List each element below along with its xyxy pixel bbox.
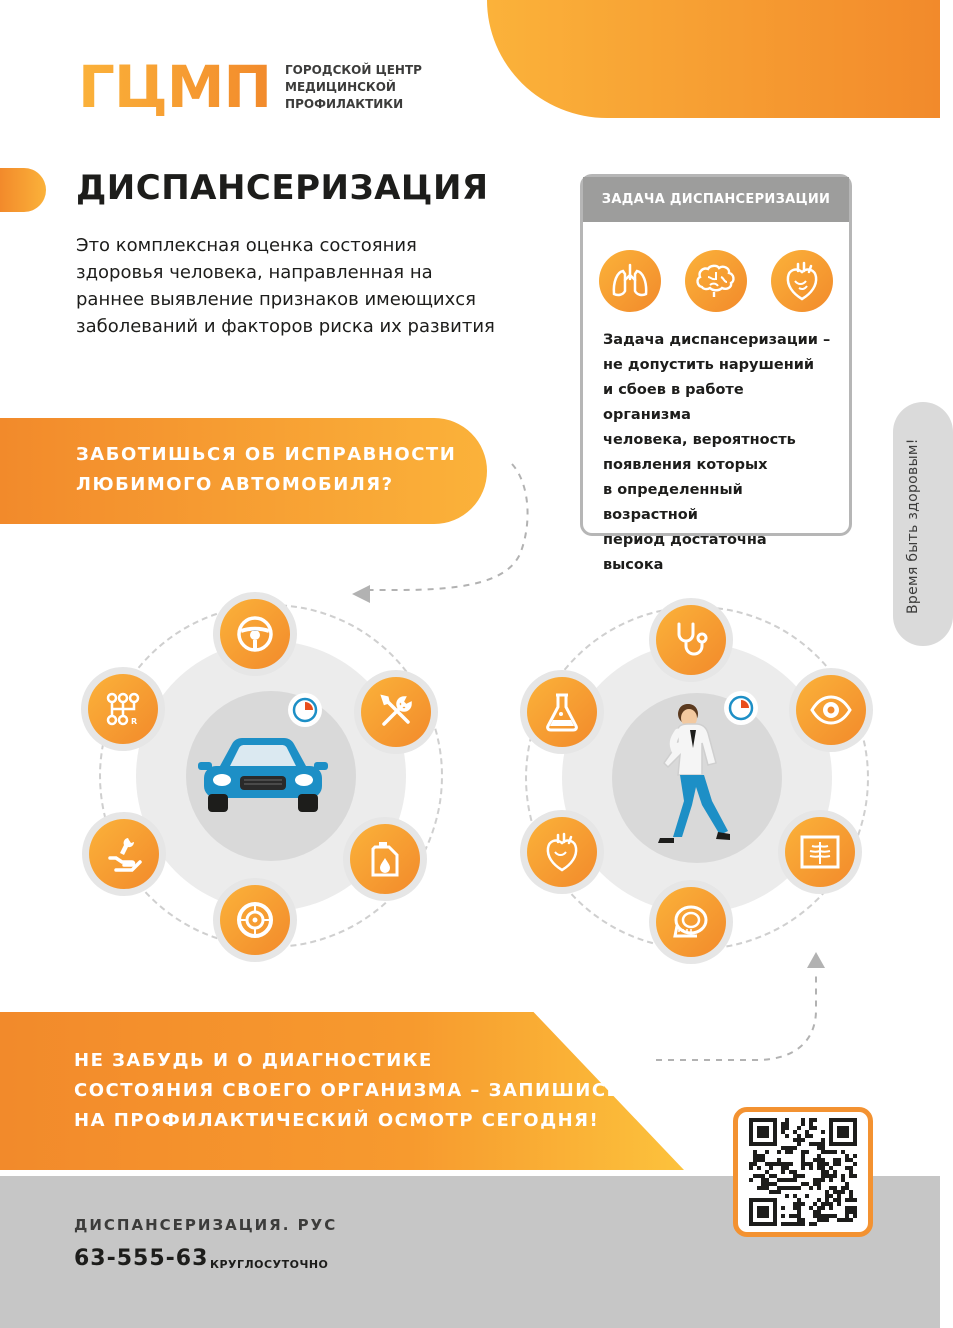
body-node-stethoscope: [649, 598, 733, 682]
logo: [78, 53, 435, 121]
logo-line-3: ПРОФИЛАКТИКИ: [285, 96, 404, 111]
logo-line-2: МЕДИЦИНСКОЙ: [285, 79, 396, 94]
tape-measure-icon: [671, 902, 711, 942]
cta-line-2: СОСТОЯНИЯ СВОЕГО ОРГАНИЗМА – ЗАПИШИСЬ: [74, 1080, 622, 1101]
car-node-steering: [213, 592, 297, 676]
body-node-flask: [520, 670, 604, 754]
side-tab: [893, 402, 953, 646]
car-banner: [0, 418, 487, 524]
brain-icon: [685, 250, 747, 312]
steering-wheel-icon: [235, 614, 275, 654]
heart-icon: [771, 250, 833, 312]
flask-icon: [544, 692, 580, 732]
qr-code[interactable]: [733, 1107, 873, 1237]
cta-text: [74, 1046, 622, 1136]
phone-number[interactable]: 63-555-63: [74, 1246, 209, 1271]
qr-code-icon: [749, 1118, 857, 1226]
side-label: Время быть здоровым!: [905, 438, 921, 614]
car-node-hand: [82, 812, 166, 896]
body-node-tape: [649, 880, 733, 964]
xray-chest-icon: [799, 834, 841, 870]
heart-anatomy-icon: [543, 832, 581, 872]
oil-canister-icon: [367, 839, 403, 879]
cta-line-3: НА ПРОФИЛАКТИЧЕСКИЙ ОСМОТР СЕГОДНЯ!: [74, 1110, 600, 1131]
logo-line-1: ГОРОДСКОЙ ЦЕНТР: [285, 62, 422, 77]
eye-icon: [810, 695, 852, 725]
clock-icon: [288, 693, 322, 727]
logo-caption: [285, 62, 435, 113]
corner-decoration: [487, 0, 940, 118]
car-banner-line-2: ЛЮБИМОГО АВТОМОБИЛЯ?: [76, 474, 394, 495]
body-node-xray: [778, 810, 862, 894]
lungs-icon: [599, 250, 661, 312]
body-node-heart: [520, 810, 604, 894]
task-line: период достаточна высока: [603, 532, 767, 573]
car-node-gearbox: [81, 667, 165, 751]
car-node-tools: [354, 670, 438, 754]
wrench-screwdriver-icon: [376, 692, 416, 732]
title-accent: [0, 168, 46, 212]
phone-note: КРУГЛОСУТОЧНО: [210, 1258, 329, 1271]
page-title: ДИСПАНСЕРИЗАЦИЯ: [76, 168, 489, 208]
intro-text: Это комплексная оценка состояния здоровья человека, направленная на раннее выявление признаков имеющихся заболеваний и факторов риска их развития: [76, 235, 495, 337]
car-banner-line-1: ЗАБОТИШЬСЯ ОБ ИСПРАВНОСТИ: [76, 444, 457, 465]
walking-man-icon: [652, 700, 742, 849]
task-card: [580, 174, 852, 573]
logo-mark: ГЦМП: [78, 53, 272, 121]
svg-text:R: R: [131, 717, 138, 726]
body-node-eye: [789, 668, 873, 752]
task-heading: ЗАДАЧА ДИСПАНСЕРИЗАЦИИ: [583, 177, 849, 222]
connector-arrow-bottom: [650, 950, 850, 1070]
task-line: в определенный возрастной: [603, 482, 743, 523]
car-node-tire: [213, 878, 297, 962]
hand-wrench-icon: [104, 834, 144, 874]
car-icon: [198, 736, 328, 820]
task-icons: [583, 250, 849, 312]
task-line: и сбоев в работе организма: [603, 382, 744, 423]
task-line: Задача диспансеризации –: [603, 332, 831, 348]
website-link[interactable]: ДИСПАНСЕРИЗАЦИЯ. РУС: [74, 1216, 338, 1234]
gear-shift-icon: [103, 689, 143, 729]
tire-icon: [235, 900, 275, 940]
task-line: появления которых: [603, 457, 768, 473]
stethoscope-icon: [671, 620, 711, 660]
clock-icon: [724, 691, 758, 725]
task-line: человека, вероятность: [603, 432, 796, 448]
task-description: [583, 312, 849, 578]
car-node-oil: [343, 817, 427, 901]
task-line: не допустить нарушений: [603, 357, 815, 373]
cta-line-1: НЕ ЗАБУДЬ И О ДИАГНОСТИКЕ: [74, 1050, 433, 1071]
